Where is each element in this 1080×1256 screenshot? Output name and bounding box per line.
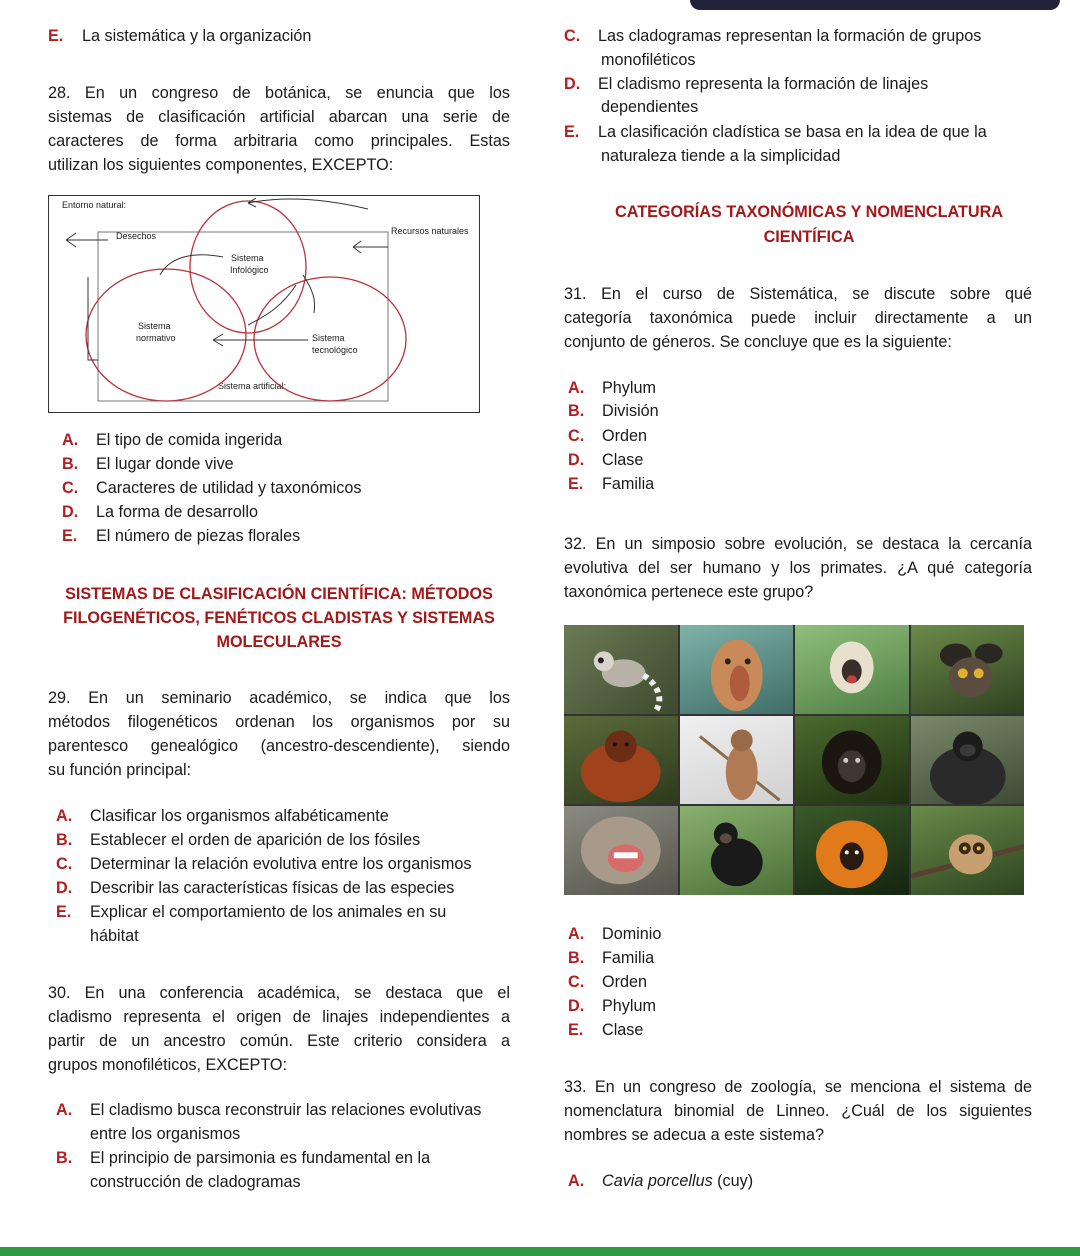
- slow-loris-photo: [911, 806, 1025, 895]
- q29-option-c[interactable]: C. Determinar la relación evolutiva entre los organismos: [56, 855, 472, 873]
- q29-option-e-cont: hábitat: [90, 927, 139, 945]
- q29-option-d[interactable]: D. Describir las características físicas de las especies: [56, 879, 455, 897]
- q31-line: categoría taxonómica puede incluir directamente a un: [564, 309, 1032, 327]
- q32-option-c[interactable]: C. Orden: [568, 973, 647, 991]
- q28-option-e[interactable]: E. El número de piezas florales: [62, 527, 301, 545]
- q29-line: métodos filogenéticos ordenan los organismos por su: [48, 713, 510, 731]
- q29-line: su función principal:: [48, 761, 192, 779]
- q32-line: 32. En un simposio sobre evolución, se destaca la cercanía: [564, 535, 1032, 553]
- section-heading-clasificacion: FILOGENÉTICOS, FENÉTICOS CLADISTAS Y SISTEMAS: [63, 609, 495, 627]
- q31-option-c[interactable]: C. Orden: [568, 427, 647, 445]
- diagram-label-entorno: Entorno natural:: [62, 200, 127, 210]
- top-dark-bar: [690, 0, 1060, 10]
- q29-line: parentesco genealógico (ancestro-descendiente), siendo: [48, 737, 510, 755]
- q30-line: partir de un ancestro común. Este criterio considera a: [48, 1032, 510, 1050]
- q31-option-a[interactable]: A. Phylum: [568, 379, 656, 397]
- diagram-label-normativo: normativo: [136, 333, 176, 343]
- q29-line: 29. En un seminario académico, se indica que los: [48, 689, 510, 707]
- diagram-label-sistema-infologico: Sistema: [231, 253, 264, 263]
- q30-option-e[interactable]: E. La clasificación cladística se basa en la idea de que la: [564, 123, 987, 141]
- section-heading-clasificacion: MOLECULARES: [216, 633, 342, 651]
- q31-option-d[interactable]: D. Clase: [568, 451, 644, 469]
- scientific-name: Cavia porcellus: [602, 1172, 713, 1190]
- q30-option-e-cont: naturaleza tiende a la simplicidad: [601, 147, 841, 165]
- q31-line: conjunto de géneros. Se concluye que es la siguiente:: [564, 333, 952, 351]
- q30-option-a[interactable]: A. El cladismo busca reconstruir las relaciones evolutivas: [56, 1101, 482, 1119]
- diagram-label-recursos: Recursos naturales: [391, 226, 469, 236]
- q30-option-c[interactable]: C. Las cladogramas representan la formación de grupos: [564, 27, 982, 45]
- q28-line: utilizan los siguientes componentes, EXCEPTO:: [48, 156, 394, 174]
- artificial-system-diagram: [48, 195, 480, 413]
- aye-aye-photo: [911, 625, 1025, 714]
- q30-line: 30. En una conferencia académica, se destaca que el: [48, 984, 510, 1002]
- diagram-label-desechos: Desechos: [116, 231, 157, 241]
- diagram-label-infologico: Infológico: [230, 265, 269, 275]
- chimpanzee-photo: [680, 806, 794, 895]
- q32-line: evolutiva del ser humano y los primates. ¿A qué categoría: [564, 559, 1032, 577]
- section-heading-clasificacion: SISTEMAS DE CLASIFICACIÓN CIENTÍFICA: MÉTODOS: [65, 585, 493, 603]
- footer-green-bar: [0, 1247, 1080, 1256]
- q29-option-b[interactable]: B. Establecer el orden de aparición de los fósiles: [56, 831, 421, 849]
- diagram-label-sistema-normativo: Sistema: [138, 321, 171, 331]
- q29-option-e[interactable]: E. Explicar el comportamiento de los animales en su: [56, 903, 447, 921]
- q31-option-b[interactable]: B. División: [568, 402, 659, 420]
- q30-option-d-cont: dependientes: [601, 98, 699, 116]
- proboscis-monkey-photo: [680, 625, 794, 714]
- q33-option-a[interactable]: A. Cavia porcellus (cuy): [568, 1172, 754, 1190]
- q30-option-d[interactable]: D. El cladismo representa la formación de linajes: [564, 75, 929, 93]
- gibbon-photo: [795, 625, 909, 714]
- q28-line: sistemas de clasificación artificial abarcan una serie de: [48, 108, 510, 126]
- q31-option-e[interactable]: E. Familia: [568, 475, 655, 493]
- q32-option-a[interactable]: A. Dominio: [568, 925, 662, 943]
- diagram-label-tecnologico: tecnológico: [312, 345, 358, 355]
- q31-line: 31. En el curso de Sistemática, se discute sobre qué: [564, 285, 1032, 303]
- q33-line: nomenclatura binomial de Linneo. ¿Cuál de los siguientes: [564, 1102, 1032, 1120]
- q32-option-b[interactable]: B. Familia: [568, 949, 655, 967]
- q27-option-e[interactable]: E. La sistemática y la organización: [48, 27, 312, 45]
- q30-option-c-cont: monofiléticos: [601, 51, 696, 69]
- gorilla-photo: [911, 716, 1025, 805]
- q32-line: taxonómica pertenece este grupo?: [564, 583, 814, 601]
- diagram-label-sistema-tecnologico: Sistema: [312, 333, 345, 343]
- lemur-photo: [564, 625, 678, 714]
- q29-option-a[interactable]: A. Clasificar los organismos alfabéticamente: [56, 807, 389, 825]
- q33-line: 33. En un congreso de zoología, se menciona el sistema de: [564, 1078, 1032, 1096]
- q30-option-b-cont: construcción de cladogramas: [90, 1173, 301, 1191]
- q33-line: nombres se adecua a este sistema?: [564, 1126, 825, 1144]
- q30-line: grupos monofiléticos, EXCEPTO:: [48, 1056, 288, 1074]
- orangutan-photo: [564, 716, 678, 805]
- q28-line: 28. En un congreso de botánica, se enuncia que los: [48, 84, 510, 102]
- primates-photo-grid: [564, 625, 1024, 895]
- q28-option-b[interactable]: B. El lugar donde vive: [62, 455, 234, 473]
- q28-option-c[interactable]: C. Caracteres de utilidad y taxonómicos: [62, 479, 362, 497]
- q28-option-a[interactable]: A. El tipo de comida ingerida: [62, 431, 283, 449]
- q28-line: caracteres de forma arbitraria como principales. Estas: [48, 132, 510, 150]
- q30-option-b[interactable]: B. El principio de parsimonia es fundamental en la: [56, 1149, 431, 1167]
- section-heading-categorias: CIENTÍFICA: [763, 228, 855, 246]
- golden-lion-tamarin-photo: [795, 806, 909, 895]
- q28-option-d[interactable]: D. La forma de desarrollo: [62, 503, 258, 521]
- howler-monkey-photo: [795, 716, 909, 805]
- diagram-label-sistema-artificial: Sistema artificial:: [218, 381, 287, 391]
- common-name: (cuy): [717, 1172, 754, 1190]
- q32-option-d[interactable]: D. Phylum: [568, 997, 656, 1015]
- section-heading-categorias: CATEGORÍAS TAXONÓMICAS Y NOMENCLATURA: [615, 203, 1003, 221]
- q30-line: cladismo representa el origen de linajes independientes a: [48, 1008, 510, 1026]
- q32-option-e[interactable]: E. Clase: [568, 1021, 644, 1039]
- baboon-photo: [564, 806, 678, 895]
- q30-option-a-cont: entre los organismos: [90, 1125, 241, 1143]
- early-human-photo: [680, 716, 794, 805]
